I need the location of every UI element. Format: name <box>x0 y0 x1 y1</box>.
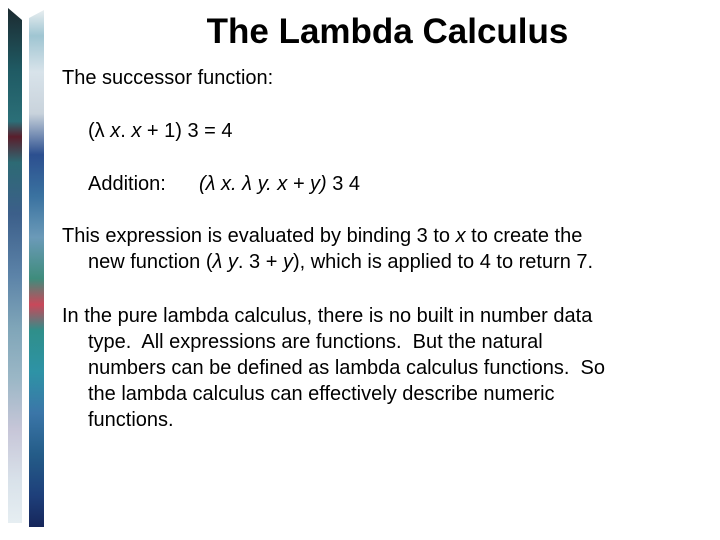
expr-var: x <box>110 120 121 142</box>
expr-part: + 1) 3 = 4 <box>141 120 233 142</box>
text: ), which is applied to 4 to return 7. <box>292 251 594 273</box>
paragraph-2-line: functions. <box>88 409 174 431</box>
text: This expression is evaluated by binding 3 to <box>62 225 456 247</box>
addition-expression <box>199 171 360 197</box>
paragraph-2-line: type. All expressions are functions. But the natural <box>88 331 543 353</box>
text: . 3 + <box>237 251 283 273</box>
successor-expression <box>88 118 233 144</box>
expr-var: x <box>131 120 142 142</box>
expr-rest: 3 4 <box>326 173 361 195</box>
var: y <box>282 251 293 273</box>
paragraph-2-line: the lambda calculus can effectively describe numeric <box>88 383 555 405</box>
addition-label: Addition: <box>88 173 166 195</box>
paragraph-1-line-1 <box>62 223 582 249</box>
expr-italic: (λ x. λ y. x + y) <box>199 173 327 195</box>
var: x <box>455 225 466 247</box>
slide-title: The Lambda Calculus <box>206 12 569 51</box>
text: new function ( <box>88 251 213 273</box>
expr-part: . <box>120 120 132 142</box>
var: λ y <box>212 251 238 273</box>
text: to create the <box>465 225 583 247</box>
successor-label: The successor function: <box>62 67 274 89</box>
decorative-strip-left <box>8 8 22 523</box>
paragraph-2-line: In the pure lambda calculus, there is no built in number data <box>62 305 593 327</box>
paragraph-1-line-2 <box>88 249 593 275</box>
paragraph-2-line: numbers can be defined as lambda calculus functions. So <box>88 357 605 379</box>
expr-part: (λ <box>88 120 111 142</box>
decorative-strip-right <box>29 10 44 527</box>
